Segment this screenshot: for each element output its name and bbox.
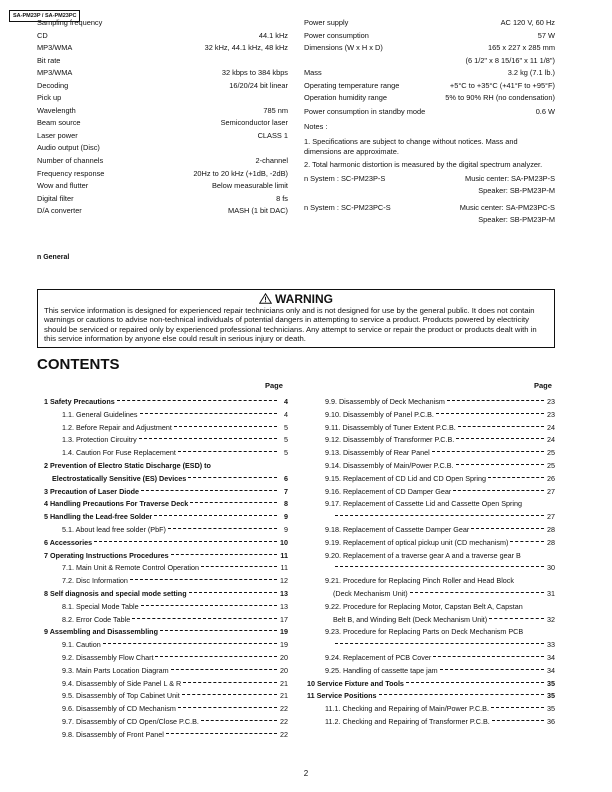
spec-value: Semiconductor laser	[220, 118, 288, 128]
spec-label: Dimensions (W x H x D)	[304, 43, 383, 53]
toc-left-column	[44, 396, 288, 742]
toc-leader	[160, 630, 277, 631]
toc-entry-page: 5	[284, 435, 288, 445]
spec-row	[37, 117, 288, 130]
toc-entry-page: 10	[280, 537, 288, 547]
toc-entry-label: 9.7. Disassembly of CD Open/Close P.C.B.	[62, 716, 199, 726]
toc-leader	[130, 579, 277, 580]
toc-entry-page: 8	[284, 499, 288, 509]
toc-entry-page: 24	[547, 435, 555, 445]
system-2-line2: Speaker: SB-PM23P-M	[478, 214, 555, 224]
spec-label: MP3/WMA	[37, 68, 73, 78]
toc-leader	[94, 541, 277, 542]
model-tag: SA-PM23P / SA-PM23PC	[9, 10, 80, 22]
toc-leader	[335, 515, 544, 516]
toc-entry-label: 3 Precaution of Laser Diode	[44, 486, 140, 496]
warning-box	[37, 289, 555, 348]
toc-leader	[456, 464, 545, 465]
toc-entry-label: 8.2. Error Code Table	[62, 614, 131, 624]
toc-entry-page: 11	[280, 550, 288, 560]
toc-entry[interactable]	[307, 524, 555, 537]
toc-entry[interactable]	[44, 588, 288, 601]
toc-entry-page: 28	[547, 537, 555, 547]
toc-entry[interactable]	[307, 562, 555, 575]
toc-entry[interactable]	[44, 460, 288, 473]
toc-entry-label: 9.23. Procedure for Replacing Parts on Deck Mechanism PCB	[325, 627, 524, 637]
toc-entry-page: 19	[280, 640, 288, 650]
spec-value: AC 120 V, 60 Hz	[500, 18, 555, 27]
toc-entry-label: Belt B, and Winding Belt (Deck Mechanism Unit)	[333, 614, 488, 624]
toc-entry-page: 24	[547, 422, 555, 432]
toc-entry-page: 9	[284, 524, 288, 534]
toc-entry-page: 26	[547, 473, 555, 483]
toc-entry[interactable]	[44, 614, 288, 627]
spec-row	[304, 67, 555, 80]
toc-entry[interactable]	[44, 409, 288, 422]
toc-leader	[410, 592, 544, 593]
toc-entry-label: 11 Service Positions	[307, 691, 377, 701]
standby-row	[304, 107, 555, 117]
spec-label: CD	[37, 30, 48, 40]
toc-entry-page: 13	[280, 601, 288, 611]
toc-entry[interactable]	[307, 498, 555, 511]
toc-entry-label: 10 Service Fixture and Tools	[307, 678, 404, 688]
toc-leader	[335, 566, 544, 567]
toc-entry-label: 4 Handling Precautions For Traverse Deck	[44, 499, 189, 509]
page-header-right: Page	[534, 381, 552, 390]
spec-row	[37, 67, 288, 80]
toc-entry-label: 9.2. Disassembly Flow Chart	[62, 652, 154, 662]
toc-entry-label: 9.13. Disassembly of Rear Panel	[325, 448, 430, 458]
toc-entry-label: 2 Prevention of Electro Static Discharge (ESD) to	[44, 460, 211, 470]
toc-entry-label: 9.3. Main Parts Location Diagram	[62, 665, 169, 675]
toc-entry-page: 30	[547, 563, 555, 573]
toc-entry[interactable]	[44, 639, 288, 652]
spec-label: Digital filter	[37, 193, 74, 203]
toc-entry-label: 9.4. Disassembly of Side Panel L & R	[62, 678, 182, 688]
toc-entry[interactable]	[307, 537, 555, 550]
system-1-line1: Music center: SA-PM23P-S	[465, 173, 555, 183]
toc-entry-page: 4	[284, 397, 288, 406]
toc-entry[interactable]	[44, 562, 288, 575]
toc-entry[interactable]	[44, 729, 288, 742]
toc-entry-label: 5.1. About lead free solder (PbF)	[62, 524, 166, 534]
toc-entry-label: 11.1. Checking and Repairing of Main/Power P.C.B.	[325, 704, 489, 714]
spec-label: Frequency response	[37, 168, 105, 178]
toc-leader	[491, 707, 544, 708]
toc-entry-label: 9.19. Replacement of optical pickup unit (CD mechanism)	[325, 537, 509, 547]
toc-entry[interactable]	[44, 652, 288, 665]
toc-leader	[458, 426, 544, 427]
toc-entry-label: 1.2. Before Repair and Adjustment	[62, 422, 172, 432]
toc-leader	[183, 682, 277, 683]
toc-entry-page: 35	[547, 678, 555, 688]
toc-entry-page: 7	[284, 486, 288, 496]
toc-entry[interactable]	[307, 460, 555, 473]
toc-entry-label: 9.8. Disassembly of Front Panel	[62, 729, 164, 739]
spec-row	[304, 55, 555, 68]
spec-row	[304, 80, 555, 93]
toc-entry[interactable]	[44, 626, 288, 639]
page-number: 2	[303, 769, 309, 778]
system-2-line1: Music center: SA-PM23PC-S	[459, 202, 555, 212]
toc-leader	[406, 682, 544, 683]
toc-entry-label: 9.12. Disassembly of Transformer P.C.B.	[325, 435, 455, 445]
spec-row	[37, 168, 288, 181]
toc-entry[interactable]	[44, 422, 288, 435]
toc-entry-page: 22	[280, 729, 288, 739]
warning-text: This service information is designed for experienced repair technicians only and is not designed for use by the general public. It does not contain warnings or cautions to advise non-technical individuals of potential dangers in attempting to service a product. Products powered by electricity should be serviced or repaired only by experienced professional technicians. Any attempt to service or repair the product or products dealt with in this service information by anyone else could result in serious injury or death.	[44, 306, 537, 343]
toc-entry-page: 19	[280, 627, 288, 637]
toc-entry[interactable]	[307, 690, 555, 703]
toc-entry[interactable]	[307, 396, 555, 409]
toc-entry-page: 27	[547, 512, 555, 522]
toc-entry[interactable]	[44, 537, 288, 550]
toc-leader	[440, 669, 544, 670]
toc-leader	[171, 554, 277, 555]
spec-label: Operating temperature range	[304, 80, 400, 90]
toc-entry-label: 7.2. Disc Information	[62, 576, 128, 586]
spec-label: Bit rate	[37, 55, 61, 65]
toc-entry[interactable]	[44, 601, 288, 614]
toc-entry-label: 9.5. Disassembly of Top Cabinet Unit	[62, 691, 180, 701]
toc-entry-page: 21	[280, 691, 288, 701]
spec-row	[304, 92, 555, 105]
toc-entry[interactable]	[307, 575, 555, 588]
toc-entry[interactable]	[44, 473, 288, 486]
toc-leader	[189, 592, 277, 593]
spec-value: 20Hz to 20 kHz (+1dB, -2dB)	[193, 168, 288, 178]
spec-label: Laser power	[37, 130, 78, 140]
spec-row	[37, 92, 288, 105]
toc-entry-page: 22	[280, 716, 288, 726]
toc-entry-label: 5 Handling the Lead-free Solder	[44, 512, 153, 522]
toc-entry-page: 32	[547, 614, 555, 624]
spec-value: Below measurable limit	[212, 181, 288, 191]
toc-leader	[174, 426, 277, 427]
spec-row	[304, 42, 555, 55]
spec-label: Decoding	[37, 80, 69, 90]
system-1-speaker-row	[304, 185, 555, 197]
spec-row	[37, 42, 288, 55]
toc-entry[interactable]	[307, 473, 555, 486]
toc-leader	[171, 669, 277, 670]
toc-leader	[141, 490, 277, 491]
toc-entry-page: 4	[284, 409, 288, 419]
toc-entry-label: 9.24. Replacement of PCB Cover	[325, 652, 432, 662]
system-1-line2: Speaker: SB-PM23P-M	[478, 185, 555, 195]
notes-title: Notes :	[304, 121, 328, 131]
toc-entry-page: 13	[280, 588, 288, 598]
toc-entry-label: 9.17. Replacement of Cassette Lid and Cassette Open Spring	[325, 499, 522, 509]
toc-leader	[140, 413, 277, 414]
toc-entry[interactable]	[307, 588, 555, 601]
toc-entry-label: 8 Self diagnosis and special mode setting	[44, 588, 187, 598]
contents-title: CONTENTS	[37, 356, 120, 373]
spec-label: Mass	[304, 68, 322, 78]
note-2: 2. Total harmonic distortion is measured by the digital spectrum analyzer.	[304, 159, 543, 169]
spec-label: Number of channels	[37, 156, 104, 166]
toc-entry-page: 6	[284, 473, 288, 483]
spec-label: Power supply	[304, 18, 349, 27]
toc-entry[interactable]	[307, 639, 555, 652]
toc-entry-label: 7.1. Main Unit & Remote Control Operation	[62, 563, 200, 573]
toc-entry[interactable]	[44, 434, 288, 447]
toc-leader	[190, 502, 277, 503]
toc-entry-page: 31	[547, 588, 555, 598]
spec-row	[37, 155, 288, 168]
toc-entry-label: 1.3. Protection Circuitry	[62, 435, 137, 445]
toc-entry[interactable]	[307, 601, 555, 614]
toc-leader	[447, 400, 544, 401]
toc-entry[interactable]	[44, 524, 288, 537]
toc-entry-page: 9	[284, 512, 288, 522]
spec-label: Beam source	[37, 118, 81, 128]
toc-leader	[456, 438, 544, 439]
toc-entry[interactable]	[307, 626, 555, 639]
toc-entry[interactable]	[307, 511, 555, 524]
toc-entry[interactable]	[307, 614, 555, 627]
system-1	[304, 173, 555, 185]
spec-value: +5°C to +35°C (+41°F to +95°F)	[449, 80, 555, 90]
toc-entry[interactable]	[44, 447, 288, 460]
spec-value: 16/20/24 bit linear	[229, 80, 288, 90]
toc-entry[interactable]	[307, 703, 555, 716]
toc-entry-page: 36	[547, 716, 555, 726]
toc-entry-page: 5	[284, 448, 288, 458]
spec-row	[37, 130, 288, 143]
toc-entry-label: 8.1. Special Mode Table	[62, 601, 139, 611]
toc-entry-label: (Deck Mechanism Unit)	[333, 588, 408, 598]
toc-entry-page: 28	[547, 524, 555, 534]
spec-value: 8 fs	[276, 193, 288, 203]
toc-entry-label: 9.9. Disassembly of Deck Mechanism	[325, 397, 445, 406]
spec-row	[37, 180, 288, 193]
spec-value: 785 nm	[263, 105, 288, 115]
toc-entry-page: 23	[547, 409, 555, 419]
spec-row	[37, 30, 288, 43]
toc-entry[interactable]	[307, 652, 555, 665]
toc-entry[interactable]	[307, 486, 555, 499]
spec-right-column	[304, 17, 555, 226]
toc-entry-page: 12	[280, 576, 288, 586]
toc-entry-page: 34	[547, 665, 555, 675]
toc-entry-label: 9.6. Disassembly of CD Mechanism	[62, 704, 176, 714]
spec-label: D/A converter	[37, 206, 82, 216]
spec-left-column	[37, 17, 288, 218]
toc-leader	[178, 451, 277, 452]
spec-label: Power consumption	[304, 30, 369, 40]
toc-leader	[154, 515, 277, 516]
spec-value: (6 1/2" x 8 15/16" x 11 1/8")	[465, 55, 555, 65]
toc-entry-label: 9.10. Disassembly of Panel P.C.B.	[325, 409, 434, 419]
spec-row	[37, 193, 288, 206]
spec-row	[37, 55, 288, 68]
spec-value: 5% to 90% RH (no condensation)	[445, 93, 555, 103]
toc-entry-label: 1.4. Caution For Fuse Replacement	[62, 448, 176, 458]
spec-value: 57 W	[537, 30, 555, 40]
toc-entry-label: 7 Operating Instructions Procedures	[44, 550, 169, 560]
system-2	[304, 202, 555, 214]
toc-entry-page: 20	[280, 665, 288, 675]
toc-leader	[436, 413, 544, 414]
toc-leader	[132, 618, 277, 619]
spec-label: Sampling frequency	[37, 18, 103, 27]
toc-entry-page: 34	[547, 652, 555, 662]
toc-entry-label: 1 Safety Precautions	[44, 397, 115, 406]
toc-entry-label: 9.25. Handling of cassette tape jam	[325, 665, 438, 675]
toc-leader	[335, 643, 544, 644]
warning-title-text: WARNING	[275, 292, 333, 306]
toc-leader	[141, 605, 277, 606]
toc-entry[interactable]	[44, 665, 288, 678]
toc-entry[interactable]	[307, 716, 555, 729]
toc-entry-page: 5	[284, 422, 288, 432]
spec-label: Wavelength	[37, 105, 76, 115]
spec-label: Audio output (Disc)	[37, 143, 100, 153]
toc-leader	[178, 707, 277, 708]
toc-entry-label: 9.20. Replacement of a traverse gear A and a traverse gear B	[325, 550, 521, 560]
toc-right-column	[307, 396, 555, 729]
toc-leader	[155, 656, 277, 657]
toc-entry-label: Electrostatically Sensitive (ES) Devices	[52, 473, 187, 483]
toc-entry[interactable]	[307, 422, 555, 435]
toc-leader	[379, 694, 544, 695]
spec-value: 32 kHz, 44.1 kHz, 48 kHz	[204, 43, 288, 53]
toc-leader	[433, 656, 544, 657]
spec-value: 2-channel	[255, 156, 288, 166]
toc-leader	[201, 566, 277, 567]
toc-entry[interactable]	[44, 690, 288, 703]
spec-label: Operation humidity range	[304, 93, 387, 103]
spec-row	[37, 142, 288, 155]
toc-entry-page: 33	[547, 640, 555, 650]
spec-label: Pick up	[37, 93, 62, 103]
toc-entry[interactable]	[307, 447, 555, 460]
toc-entry[interactable]	[44, 550, 288, 563]
page-header-left: Page	[265, 381, 283, 390]
toc-entry-label: 9.21. Procedure for Replacing Pinch Roller and Head Block	[325, 576, 514, 586]
toc-entry[interactable]	[307, 434, 555, 447]
warning-triangle-icon	[259, 293, 272, 304]
toc-entry-page: 17	[280, 614, 288, 624]
spec-row	[37, 105, 288, 118]
toc-entry[interactable]	[44, 678, 288, 691]
warning-title	[38, 292, 554, 306]
spec-value: MASH (1 bit DAC)	[228, 206, 288, 216]
spec-value: 44.1 kHz	[258, 30, 288, 40]
toc-leader	[453, 490, 544, 491]
toc-entry[interactable]	[44, 486, 288, 499]
toc-entry-label: 9 Assembling and Disassembling	[44, 627, 158, 637]
toc-leader	[117, 400, 277, 401]
toc-entry-label: 9.15. Replacement of CD Lid and CD Open Spring	[325, 473, 487, 483]
system-2-speaker-row	[304, 214, 555, 226]
spec-value: 3.2 kg (7.1 lb.)	[507, 68, 555, 78]
toc-leader	[168, 528, 277, 529]
toc-leader	[139, 438, 277, 439]
toc-entry[interactable]	[44, 511, 288, 524]
spec-right-rows	[304, 17, 555, 105]
spec-row	[37, 205, 288, 218]
toc-entry-page: 11	[280, 563, 288, 573]
toc-entry-label: 9.1. Caution	[62, 640, 101, 650]
note-1: 1. Specifications are subject to change without notices. Mass and dimensions are approximate.	[304, 136, 518, 156]
toc-entry-label: 1.1. General Guidelines	[62, 409, 138, 419]
spec-label: Wow and flutter	[37, 181, 89, 191]
toc-leader	[489, 618, 544, 619]
spec-label: MP3/WMA	[37, 43, 73, 53]
toc-leader	[432, 451, 544, 452]
toc-entry[interactable]	[307, 409, 555, 422]
toc-entry-label: 9.11. Disassembly of Tuner Extent P.C.B.	[325, 422, 456, 432]
toc-entry[interactable]	[307, 678, 555, 691]
standby-label: Power consumption in standby mode	[304, 106, 426, 116]
spec-row	[304, 30, 555, 43]
spec-row	[37, 80, 288, 93]
toc-entry-page: 35	[547, 691, 555, 701]
toc-entry-label: 9.16. Replacement of CD Damper Gear	[325, 486, 452, 496]
toc-entry-page: 25	[547, 448, 555, 458]
toc-leader	[188, 477, 277, 478]
toc-leader	[492, 720, 544, 721]
toc-entry-label: 11.2. Checking and Repairing of Transformer P.C.B.	[325, 716, 490, 726]
system-1-label: n System : SC-PM23P-S	[304, 173, 386, 183]
general-label: n General	[37, 254, 70, 261]
toc-leader	[510, 541, 544, 542]
toc-entry[interactable]	[44, 498, 288, 511]
spec-row	[304, 17, 555, 30]
toc-entry[interactable]	[307, 550, 555, 563]
toc-entry-page: 25	[547, 460, 555, 470]
toc-entry-label: 6 Accessories	[44, 537, 93, 547]
toc-leader	[166, 733, 277, 734]
toc-entry[interactable]	[44, 703, 288, 716]
toc-entry[interactable]	[307, 665, 555, 678]
toc-entry-label: 9.22. Procedure for Replacing Motor, Capstan Belt A, Capstan	[325, 601, 523, 611]
toc-entry[interactable]	[44, 396, 288, 409]
spec-row	[37, 17, 288, 30]
toc-entry[interactable]	[44, 716, 288, 729]
spec-value: 165 x 227 x 285 mm	[488, 43, 555, 53]
toc-entry-page: 27	[547, 486, 555, 496]
spec-value: 32 kbps to 384 kbps	[221, 68, 288, 78]
toc-entry-page: 21	[280, 678, 288, 688]
toc-leader	[182, 694, 277, 695]
toc-entry-page: 20	[280, 652, 288, 662]
toc-entry-label: 9.18. Replacement of Cassette Damper Gear	[325, 524, 470, 534]
standby-value: 0.6 W	[535, 106, 555, 116]
toc-entry-page: 23	[547, 397, 555, 406]
toc-entry-page: 35	[547, 704, 555, 714]
toc-entry-page: 22	[280, 704, 288, 714]
toc-entry-label: 9.14. Disassembly of Main/Power P.C.B.	[325, 460, 454, 470]
toc-entry[interactable]	[44, 575, 288, 588]
toc-leader	[103, 643, 277, 644]
spec-value: CLASS 1	[257, 130, 288, 140]
toc-leader	[471, 528, 544, 529]
system-2-label: n System : SC-PM23PC-S	[304, 202, 391, 212]
toc-leader	[201, 720, 277, 721]
toc-leader	[488, 477, 544, 478]
